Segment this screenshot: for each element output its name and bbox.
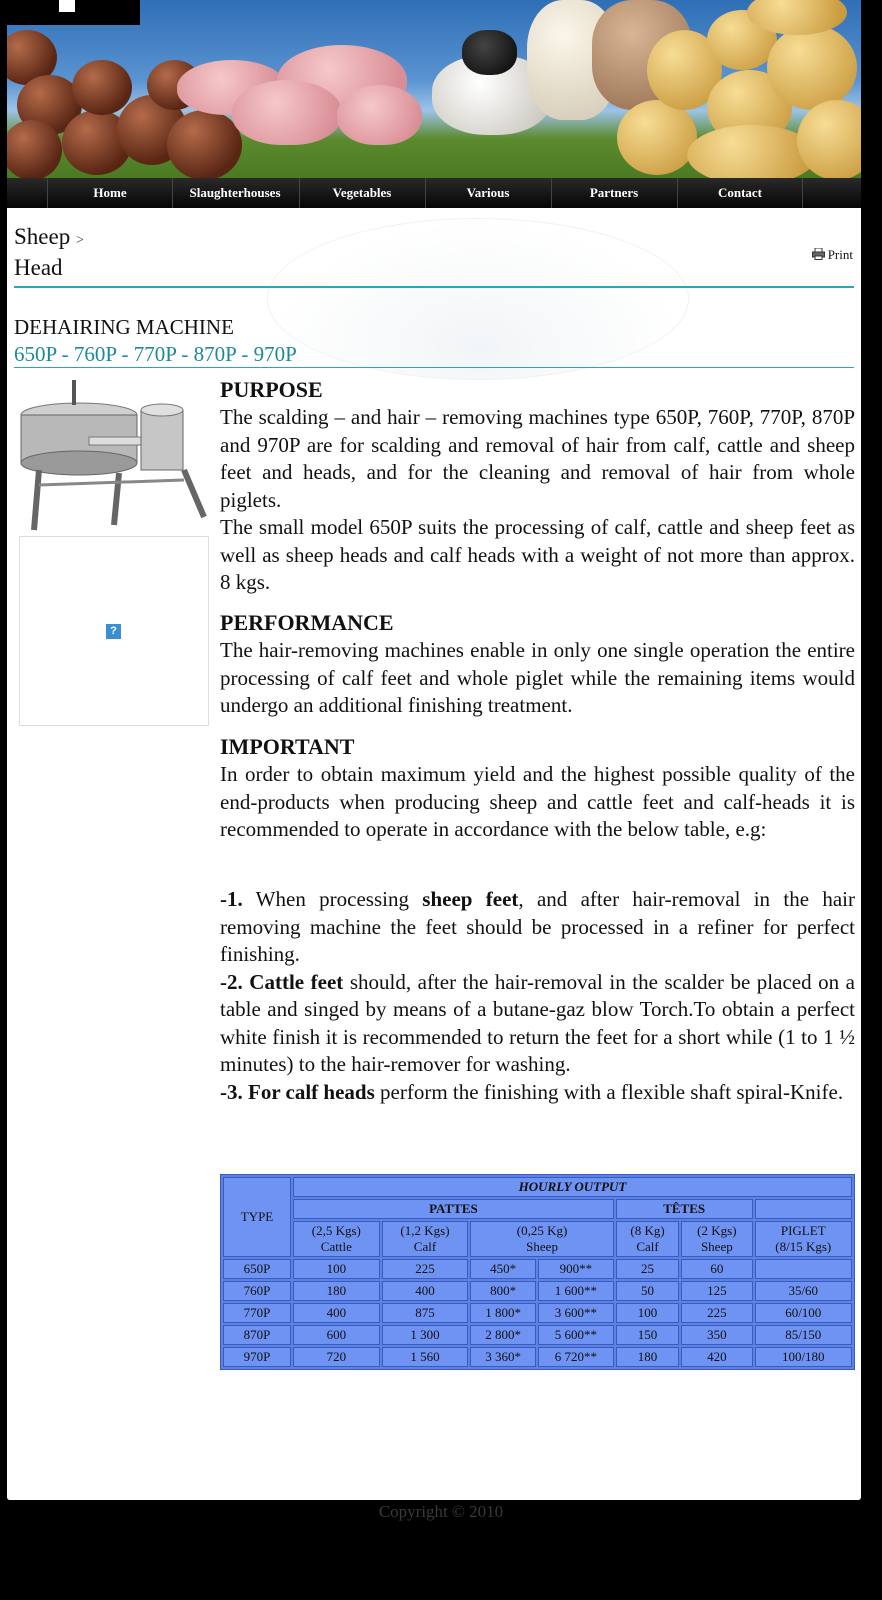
purpose-section	[220, 376, 855, 597]
background-globe	[267, 218, 689, 380]
output-cell: 1 800*	[470, 1303, 536, 1323]
output-cell: 1 600**	[538, 1281, 614, 1301]
print-label: Print	[827, 247, 853, 262]
pig-image	[337, 85, 422, 145]
table-row	[223, 1347, 852, 1367]
purpose-heading: PURPOSE	[220, 377, 323, 402]
copyright-footer: Copyright © 2010	[378, 1502, 504, 1521]
output-cell: 60	[681, 1259, 752, 1279]
model-cell: 760P	[223, 1281, 291, 1301]
step-1-text-a: When processing	[242, 887, 423, 911]
hourly-output-table	[220, 1174, 855, 1370]
col-head-sheep	[681, 1221, 752, 1257]
model-cell: 870P	[223, 1325, 291, 1345]
step-1-emphasis: sheep feet	[422, 887, 519, 911]
chestnut-image	[167, 110, 242, 178]
output-cell: 3 600**	[538, 1303, 614, 1323]
output-cell: 100	[616, 1303, 679, 1323]
output-cell: 2 800*	[470, 1325, 536, 1345]
table-row	[223, 1325, 852, 1345]
nav-vegetables[interactable]: Vegetables	[299, 178, 424, 208]
step-3-number: -3.	[220, 1079, 243, 1104]
col-head-calf-weight: (8 Kg)	[630, 1223, 665, 1238]
breadcrumb-sheep[interactable]: Sheep	[14, 224, 71, 249]
output-cell: 5 600**	[538, 1325, 614, 1345]
title-divider	[14, 367, 854, 368]
output-cell: 400	[382, 1281, 469, 1301]
output-cell: 25	[616, 1259, 679, 1279]
model-cell: 970P	[223, 1347, 291, 1367]
important-paragraph: In order to obtain maximum yield and the highest possible quality of the end-products when producing sheep and cattle feet and calf-heads it is recommended to operate in accordance with the below table, e.g:	[220, 762, 855, 841]
nav-slaughterhouses[interactable]: Slaughterhouses	[172, 178, 297, 208]
breadcrumb-head: Head	[14, 255, 63, 280]
nav-various[interactable]: Various	[425, 178, 550, 208]
col-sheep-label: Sheep	[526, 1239, 558, 1254]
output-cell: 875	[382, 1303, 469, 1323]
hourly-output-header: HOURLY OUTPUT	[293, 1177, 852, 1197]
step-1-text-b: , and after hair-removal in the hair removing machine the feet should be processed in a refiner for perfect finishing.	[220, 887, 855, 966]
output-cell: 400	[293, 1303, 380, 1323]
important-section	[220, 733, 855, 844]
chestnut-image	[7, 120, 62, 178]
breadcrumb-separator: >	[75, 233, 84, 248]
main-nav	[7, 178, 861, 208]
output-cell: 50	[616, 1281, 679, 1301]
step-3	[220, 1079, 855, 1107]
purpose-paragraph-1: The scalding – and hair – removing machines type 650P, 760P, 770P, 870P and 970P are for scalding and removal of hair from calf, cattle and sheep feet and heads, and for the cleaning and removal of hair from whole piglets.	[220, 405, 855, 512]
output-cell: 225	[382, 1259, 469, 1279]
breadcrumb	[14, 224, 84, 250]
important-heading: IMPORTANT	[220, 734, 355, 759]
col-head-sheep-weight: (2 Kgs)	[697, 1223, 737, 1238]
potato-image	[767, 25, 857, 110]
output-cell: 35/60	[755, 1281, 852, 1301]
nav-contact[interactable]: Contact	[677, 178, 803, 208]
step-1	[220, 886, 855, 969]
performance-heading: PERFORMANCE	[220, 610, 394, 635]
empty-header	[755, 1199, 852, 1219]
steps-section	[220, 886, 855, 1106]
step-2-emphasis: Cattle feet	[249, 969, 344, 994]
product-title: DEHAIRING MACHINE	[14, 315, 234, 339]
col-cattle-label: Cattle	[320, 1239, 352, 1254]
nav-partners[interactable]: Partners	[551, 178, 676, 208]
col-piglet-label: PIGLET	[780, 1223, 826, 1238]
output-cell: 100/180	[755, 1347, 852, 1367]
table-row	[223, 1281, 852, 1301]
col-sheep	[470, 1221, 614, 1257]
col-calf	[382, 1221, 469, 1257]
output-cell: 180	[616, 1347, 679, 1367]
dehairing-machine-photo	[19, 375, 209, 535]
col-head-calf	[616, 1221, 679, 1257]
step-2	[220, 969, 855, 1079]
col-piglet	[755, 1221, 852, 1257]
output-cell: 6 720**	[538, 1347, 614, 1367]
output-cell: 900**	[538, 1259, 614, 1279]
type-header: TYPE	[223, 1177, 291, 1257]
col-head-calf-label: Calf	[636, 1239, 659, 1254]
output-cell: 420	[681, 1347, 752, 1367]
chestnut-image	[72, 60, 132, 115]
site-logo[interactable]	[7, 0, 140, 25]
step-1-number: -1.	[220, 887, 243, 911]
table-row	[223, 1303, 852, 1323]
step-3-text: perform the finishing with a flexible shaft spiral-Knife.	[374, 1079, 844, 1104]
product-models: 650P - 760P - 770P - 870P - 970P	[14, 342, 297, 366]
broken-image-icon: ?	[106, 624, 121, 639]
output-cell: 150	[616, 1325, 679, 1345]
image-placeholder	[19, 536, 209, 726]
output-cell: 100	[293, 1259, 380, 1279]
output-cell: 720	[293, 1347, 380, 1367]
potato-image	[617, 100, 697, 175]
potato-image	[797, 100, 861, 178]
nav-home[interactable]: Home	[47, 178, 172, 208]
step-2-text: should, after the hair-removal in the scalder be placed on a table and singed by means of a butane-gaz blow Torch.To obtain a perfect white finish it is recommended to return the feet for a short while (1 to 1 ½ minutes) to the hair-remover for washing.	[220, 969, 856, 1076]
output-cell: 180	[293, 1281, 380, 1301]
output-cell: 3 360*	[470, 1347, 536, 1367]
col-head-sheep-label: Sheep	[700, 1239, 733, 1254]
table-row	[223, 1259, 852, 1279]
page-container	[7, 0, 861, 1500]
sheep-head-image	[462, 30, 517, 75]
col-calf-label: Calf	[413, 1239, 437, 1254]
col-calf-weight: (1,2 Kgs)	[400, 1223, 450, 1238]
output-cell: 85/150	[755, 1325, 852, 1345]
col-cattle	[293, 1221, 380, 1257]
output-cell: 1 560	[382, 1347, 469, 1367]
header-divider	[14, 286, 854, 288]
pig-image	[232, 80, 342, 145]
col-piglet-weight: (8/15 Kgs)	[775, 1239, 832, 1254]
col-sheep-weight: (0,25 Kg)	[516, 1223, 568, 1238]
print-button[interactable]	[812, 247, 853, 263]
header-banner	[7, 0, 861, 178]
col-cattle-weight: (2,5 Kgs)	[311, 1223, 361, 1238]
performance-section	[220, 609, 855, 720]
purpose-paragraph-2: The small model 650P suits the processing of calf, cattle and sheep feet as well as sheep heads and calf heads with a weight of not more than approx. 8 kgs.	[220, 515, 855, 594]
step-2-number: -2.	[220, 969, 243, 994]
pattes-header: PATTES	[293, 1199, 614, 1219]
tetes-header: TÊTES	[616, 1199, 753, 1219]
step-3-emphasis: For calf heads	[248, 1079, 375, 1104]
model-cell: 770P	[223, 1303, 291, 1323]
output-cell: 1 300	[382, 1325, 469, 1345]
output-cell: 800*	[470, 1281, 536, 1301]
model-cell: 650P	[223, 1259, 291, 1279]
output-cell: 600	[293, 1325, 380, 1345]
output-cell: 225	[681, 1303, 752, 1323]
output-cell: 350	[681, 1325, 752, 1345]
performance-paragraph: The hair-removing machines enable in only one single operation the entire processing of calf feet and whole piglet while the remaining items would undergo an additional finishing treatment.	[220, 638, 855, 717]
output-cell: 450*	[470, 1259, 536, 1279]
output-cell: 125	[681, 1281, 752, 1301]
output-cell: 60/100	[755, 1303, 852, 1323]
printer-icon	[812, 248, 825, 260]
output-cell	[755, 1259, 852, 1279]
